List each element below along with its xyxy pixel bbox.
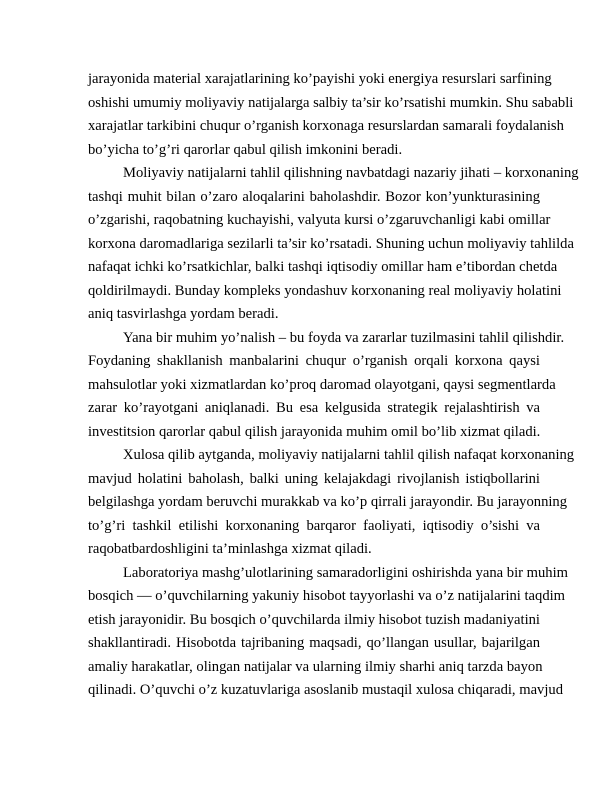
text-line: Laboratoriya mashg’ulotlarining samaradorligini oshirishda yana bir muhim: [123, 564, 569, 581]
text-line: qoldirilmaydi. Bunday kompleks yondashuv korxonaning real moliyaviy holatini: [88, 282, 562, 299]
document-body: [88, 68, 579, 703]
text-line: belgilashga yordam beruvchi murakkab va ko’p qirrali jarayondir. Bu jarayonning: [88, 494, 568, 510]
text-line: mahsulotlar yoki xizmatlardan ko’proq daromad olayotgani, qaysi segmentlarda: [88, 376, 556, 393]
text-line: tashqi muhit bilan o’zaro aloqalarini baholashdir. Bozor kon’yunkturasining: [88, 188, 540, 205]
text-line: raqobatbardoshligini ta’minlashga xizmat qiladi.: [88, 541, 372, 557]
text-line: shakllantiradi. Hisobotda tajribaning maqsadi, qo’llangan usullar, bajarilgan: [88, 635, 540, 651]
text-line: nafaqat ichki ko’rsatkichlar, balki tashqi iqtisodiy omillar ham e’tibordan chetda: [88, 259, 558, 275]
text-line: mavjud holatini baholash, balki uning kelajakdagi rivojlanish istiqbollarini: [88, 470, 540, 487]
text-line: zarar ko’rayotgani aniqlanadi. Bu esa kelgusida strategik rejalashtirish va: [88, 400, 540, 416]
text-line: Xulosa qilib aytganda, moliyaviy natijalarni tahlil qilish nafaqat korxonaning: [123, 447, 575, 463]
text-line: o’zgarishi, raqobatning kuchayishi, valyuta kursi o’zgaruvchanligi kabi omillar: [88, 212, 551, 228]
text-line: Moliyaviy natijalarni tahlil qilishning navbatdagi nazariy jihati – korxonaning: [123, 165, 579, 181]
paragraph: [88, 162, 579, 327]
text-line: xarajatlar tarkibini chuqur o’rganish korxonaga resurslardan samarali foydalanish: [88, 118, 564, 134]
text-line: aniq tasvirlashga yordam beradi.: [88, 306, 279, 322]
text-line: Foydaning shakllanish manbalarini chuqur o’rganish orqali korxona qaysi: [88, 353, 540, 369]
text-line: investitsion qarorlar qabul qilish jarayonida muhim omil bo’lib xizmat qiladi.: [88, 423, 541, 440]
text-line: oshishi umumiy moliyaviy natijalarga salbiy ta’sir ko’rsatishi mumkin. Shu sababli: [88, 94, 574, 111]
text-line: bosqich — o’quvchilarning yakuniy hisobot tayyorlashi va o’z natijalarini taqdim: [88, 588, 566, 604]
text-line: etish jarayonidir. Bu bosqich o’quvchilarda ilmiy hisobot tuzish madaniyatini: [88, 611, 540, 628]
text-line: korxona daromadlariga sezilarli ta’sir ko’rsatadi. Shuning uchun moliyaviy tahlilda: [88, 235, 574, 252]
paragraph: [88, 327, 565, 445]
text-line: to’g’ri tashkil etilishi korxonaning barqaror faoliyati, iqtisodiy o’sishi va: [88, 517, 540, 534]
text-line: bo’yicha to’g’ri qarorlar qabul qilish imkonini beradi.: [88, 141, 403, 158]
paragraph: [88, 444, 575, 562]
paragraph: [88, 562, 569, 703]
text-line: jarayonida material xarajatlarining ko’payishi yoki energiya resurslari sarfining: [88, 71, 552, 87]
text-line: Yana bir muhim yo’nalish – bu foyda va zararlar tuzilmasini tahlil qilishdir.: [123, 329, 565, 346]
text-line: qilinadi. O’quvchi o’z kuzatuvlariga asoslanib mustaqil xulosa chiqaradi, mavjud: [88, 682, 563, 698]
text-line: amaliy harakatlar, olingan natijalar va ularning ilmiy sharhi aniq tarzda bayon: [88, 658, 543, 675]
paragraph: [88, 68, 574, 162]
